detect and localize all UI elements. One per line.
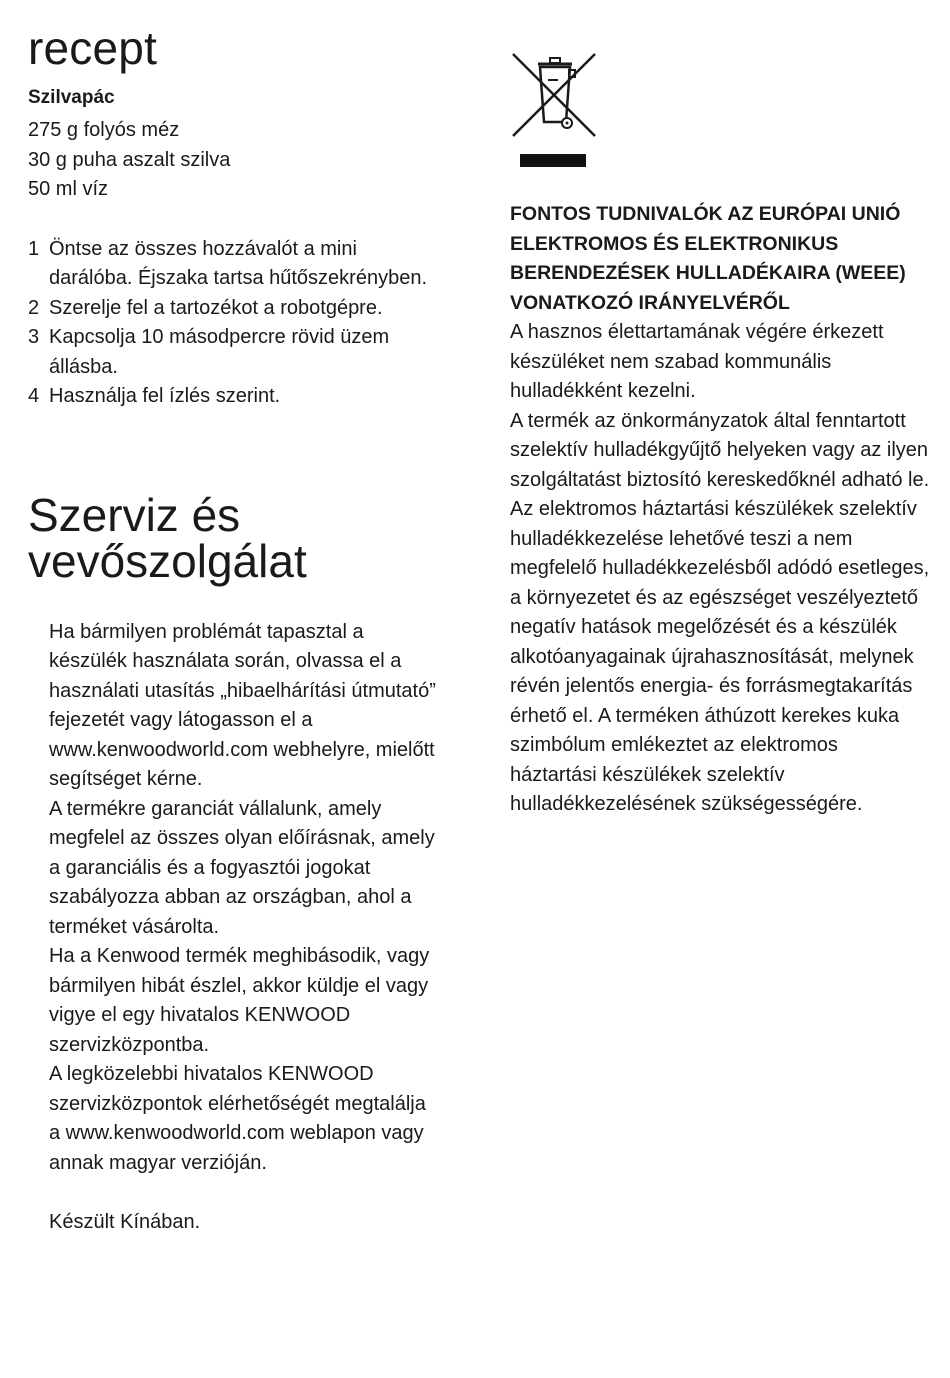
recipe-step [28,323,438,382]
right-column [510,50,930,820]
step-number: 2 [28,296,40,319]
ingredient-item: 30 g puha aszalt szilva [28,148,231,171]
ingredient-list [28,116,438,205]
weee-heading: FONTOS TUDNIVALÓK AZ EURÓPAI UNIÓ ELEKTROMOS ÉS ELEKTRONIKUS BERENDEZÉSEK HULLADÉKAIRA (WEEE) VONATKOZÓ IRÁNYELVÉRŐL [510,203,906,314]
ingredient-item: 50 ml víz [28,178,109,200]
ingredient-item: 275 g folyós méz [28,119,180,141]
service-paragraph: Ha bármilyen problémát tapasztal a készülék használata során, olvassa el a használati utasítás „hibaelhárítási útmutató” fejezetét vagy látogasson el a www.kenwoodworld.com webhelyre, mielőtt segítséget kérne. [49,620,436,790]
service-paragraph: Ha a Kenwood termék meghibásodik, vagy bármilyen hibát észlel, akkor küldje el vagy vigye el egy hivatalos KENWOOD szervizközpontba. [49,945,430,1056]
weee-paragraph: A termék az önkormányzatok által fenntartott szelektív hulladékgyűjtő helyeken vagy az ilyen szolgáltatást biztosító kereskedőknél adható le. [510,409,930,491]
service-heading [28,488,438,587]
service-body [49,618,439,1238]
step-number: 1 [28,237,40,260]
weee-body [510,318,930,820]
recipe-heading: recept [28,22,158,74]
step-text: Szerelje fel a tartozékot a robotgépre. [49,296,383,319]
crossed-out-wheelie-bin-icon [510,50,600,170]
step-text: Használja fel ízlés szerint. [49,385,281,407]
service-heading-line2: vevőszolgálat [28,534,307,587]
recipe-step [28,235,438,294]
service-paragraph: A termékre garanciát vállalunk, amely megfelel az összes olyan előírásnak, amely a garanciális és a fogyasztói jogokat szabályozza abban az országban, ahol a terméket vásárolta. [49,797,435,938]
step-number: 3 [28,326,40,348]
recipe-step [28,294,438,324]
made-in-text: Készült Kínában. [49,1211,201,1233]
recipe-step [28,382,438,412]
service-heading-line1: Szerviz és [28,488,241,541]
weee-paragraph: Az elektromos háztartási készülékek szelektív hulladékkezelése lehetővé teszi a nem megfelelő hulladékkezelésből adódó esetleges, a környezetet és az egészséget veszélyeztető negatív hatások megelőzését és a készülék alkotóanyagainak újrahasznosítását, melynek révén jelentős energia- és forrásmegtakarítás érhető el. A terméken áthúzott kerekes kuka szimbólum emlékeztet az elektromos háztartási készülékek szelektív hulladékkezelésének szükségességére. [510,498,930,815]
service-paragraph: A legközelebbi hivatalos KENWOOD szervizközpontok elérhetőségét megtalálja a www.kenwoodworld.com weblapon vagy annak magyar verzióján. [49,1063,426,1174]
weee-paragraph: A hasznos élettartamának végére érkezett készüléket nem szabad kommunális hulladékként kezelni. [510,321,884,402]
step-text: Kapcsolja 10 másodpercre rövid üzem állásba. [49,326,390,378]
step-number: 4 [28,385,40,407]
step-text: Öntse az összes hozzávalót a mini darálóba. Éjszaka tartsa hűtőszekrényben. [49,237,427,289]
recipe-title: Szilvapác [28,87,115,108]
recipe-steps [28,235,438,412]
left-column [28,20,438,1238]
